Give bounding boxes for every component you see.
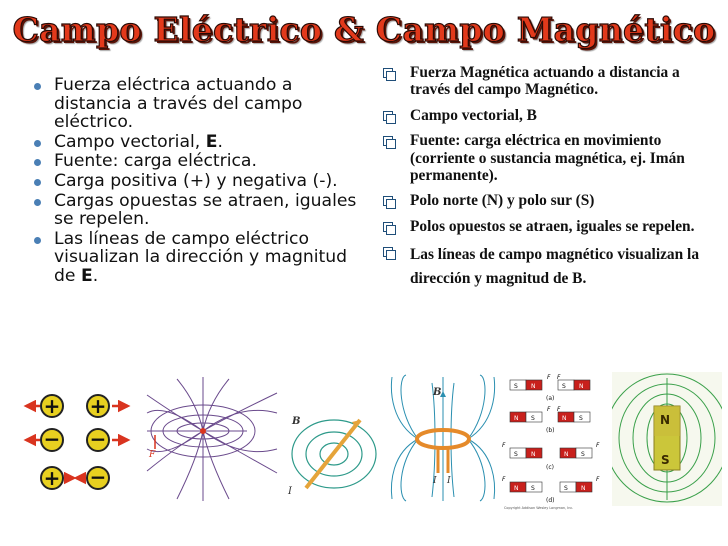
south-label: S — [581, 451, 585, 458]
checkbox-bullet-icon — [383, 68, 395, 80]
copyright-text: Copyright Addison Wesley Longman, Inc. — [504, 506, 574, 510]
bullet-dot-icon — [34, 159, 41, 166]
minus-sign: − — [89, 465, 107, 489]
plus-sign: + — [43, 394, 61, 418]
magnet-row-d — [502, 476, 600, 504]
list-item — [34, 230, 374, 286]
charges-figure — [14, 380, 140, 500]
current-label: I — [447, 476, 451, 486]
list-item — [34, 192, 374, 229]
list-item — [34, 76, 374, 132]
force-label: F — [547, 406, 551, 413]
north-label: N — [531, 451, 536, 458]
bullet-text: Fuerza eléctrica actuando a distancia a través del campo eléctrico. — [54, 75, 303, 133]
bullet-dot-icon — [34, 237, 41, 244]
south-label: S — [562, 383, 566, 390]
south-label: S — [531, 485, 535, 492]
dipole-field-figure — [143, 373, 281, 505]
charge-pair-repel-negative — [26, 427, 128, 451]
north-label: N — [514, 415, 519, 422]
current-wire — [306, 420, 360, 488]
magnet-row-b — [510, 406, 590, 434]
checkbox-bullet-icon — [383, 196, 395, 208]
bar-magnet-figure — [612, 372, 722, 506]
wire-field-figure — [284, 404, 384, 504]
bullet-text: Fuente: carga eléctrica. — [54, 151, 257, 172]
force-label: F — [557, 374, 561, 381]
south-label: S — [579, 415, 583, 422]
charge-pair-attract — [41, 465, 109, 490]
list-item — [383, 243, 703, 291]
checkbox-bullet-icon — [383, 136, 395, 148]
plus-sign: + — [89, 394, 107, 418]
force-label: F — [502, 476, 506, 483]
magnet-pairs-figure — [500, 372, 610, 512]
bullet-dot-icon — [34, 140, 41, 147]
north-label: N — [579, 383, 584, 390]
magnetic-field-bullets — [383, 64, 703, 299]
north-label: N — [562, 415, 567, 422]
charge-pair-repel-positive — [26, 394, 128, 418]
plus-sign: + — [43, 466, 61, 490]
force-label: F — [596, 476, 600, 483]
bullet-text: Las líneas de campo eléctrico visualizan la dirección y magnitud de — [54, 228, 348, 286]
list-item — [34, 172, 374, 191]
north-label: N — [531, 383, 536, 390]
caption-a: (a) — [546, 395, 555, 402]
force-label: F — [502, 442, 506, 449]
bullet-text: Carga positiva (+) y negativa (-). — [54, 170, 338, 191]
bullet-dot-icon — [34, 83, 41, 90]
list-item — [383, 64, 703, 99]
bullet-text: Polos opuestos se atraen, iguales se repelen. — [410, 217, 695, 235]
bullet-text: Fuerza Magnética actuando a distancia a través del campo Magnético. — [410, 64, 680, 99]
list-item — [383, 192, 703, 209]
bullet-dot-icon — [34, 199, 41, 206]
charge-dot — [200, 428, 206, 434]
list-item — [383, 218, 703, 235]
south-label: S — [564, 485, 568, 492]
loop-field-figure — [388, 373, 498, 503]
list-item — [34, 133, 374, 152]
bullet-dot-icon — [34, 179, 41, 186]
field-label: B — [433, 387, 442, 398]
bullet-text: Campo vectorial, B — [410, 106, 537, 124]
bullet-text: Fuente: carga eléctrica en movimiento (corriente o sustancia magnética, ej. Imán permanente). — [410, 132, 685, 185]
caption-d: (d) — [546, 497, 555, 504]
electric-field-bullets — [34, 76, 374, 287]
south-label: S — [661, 453, 670, 467]
current-label: I — [288, 486, 292, 497]
force-label: F — [547, 374, 551, 381]
south-label: S — [531, 415, 535, 422]
bullet-bold-symbol: E — [80, 265, 93, 286]
north-label: N — [660, 413, 671, 427]
list-item — [383, 107, 703, 124]
south-label: S — [514, 451, 518, 458]
magnet-row-a — [510, 374, 590, 402]
minus-sign: − — [89, 427, 107, 451]
bullet-text-end: . — [217, 131, 223, 152]
north-label: N — [581, 485, 586, 492]
list-item — [383, 132, 703, 184]
bullet-text: Las líneas de campo magnético visualizan la dirección y magnitud de B. — [410, 246, 700, 288]
checkbox-bullet-icon — [383, 247, 395, 259]
checkbox-bullet-icon — [383, 222, 395, 234]
south-label: S — [514, 383, 518, 390]
bullet-text: Campo vectorial, — [54, 131, 206, 152]
bullet-text: Polo norte (N) y polo sur (S) — [410, 192, 595, 210]
bullet-text-end: . — [92, 265, 99, 286]
bullet-text: Cargas opuestas se atraen, iguales se repelen. — [54, 190, 357, 230]
minus-sign: − — [43, 427, 61, 451]
checkbox-bullet-icon — [383, 111, 395, 123]
north-label: N — [514, 485, 519, 492]
bullet-bold-symbol: E — [205, 131, 218, 152]
current-label: I — [433, 476, 437, 486]
north-label: N — [564, 451, 569, 458]
force-label: F — [596, 442, 600, 449]
force-label: F — [149, 450, 156, 460]
magnet-row-c — [502, 442, 600, 471]
slide-title: Campo Eléctrico & Campo Magnético — [12, 10, 716, 49]
list-item — [34, 152, 374, 171]
force-label: F — [557, 406, 561, 413]
caption-b: (b) — [546, 427, 555, 434]
caption-c: (c) — [546, 464, 554, 471]
field-label: B — [292, 416, 301, 427]
